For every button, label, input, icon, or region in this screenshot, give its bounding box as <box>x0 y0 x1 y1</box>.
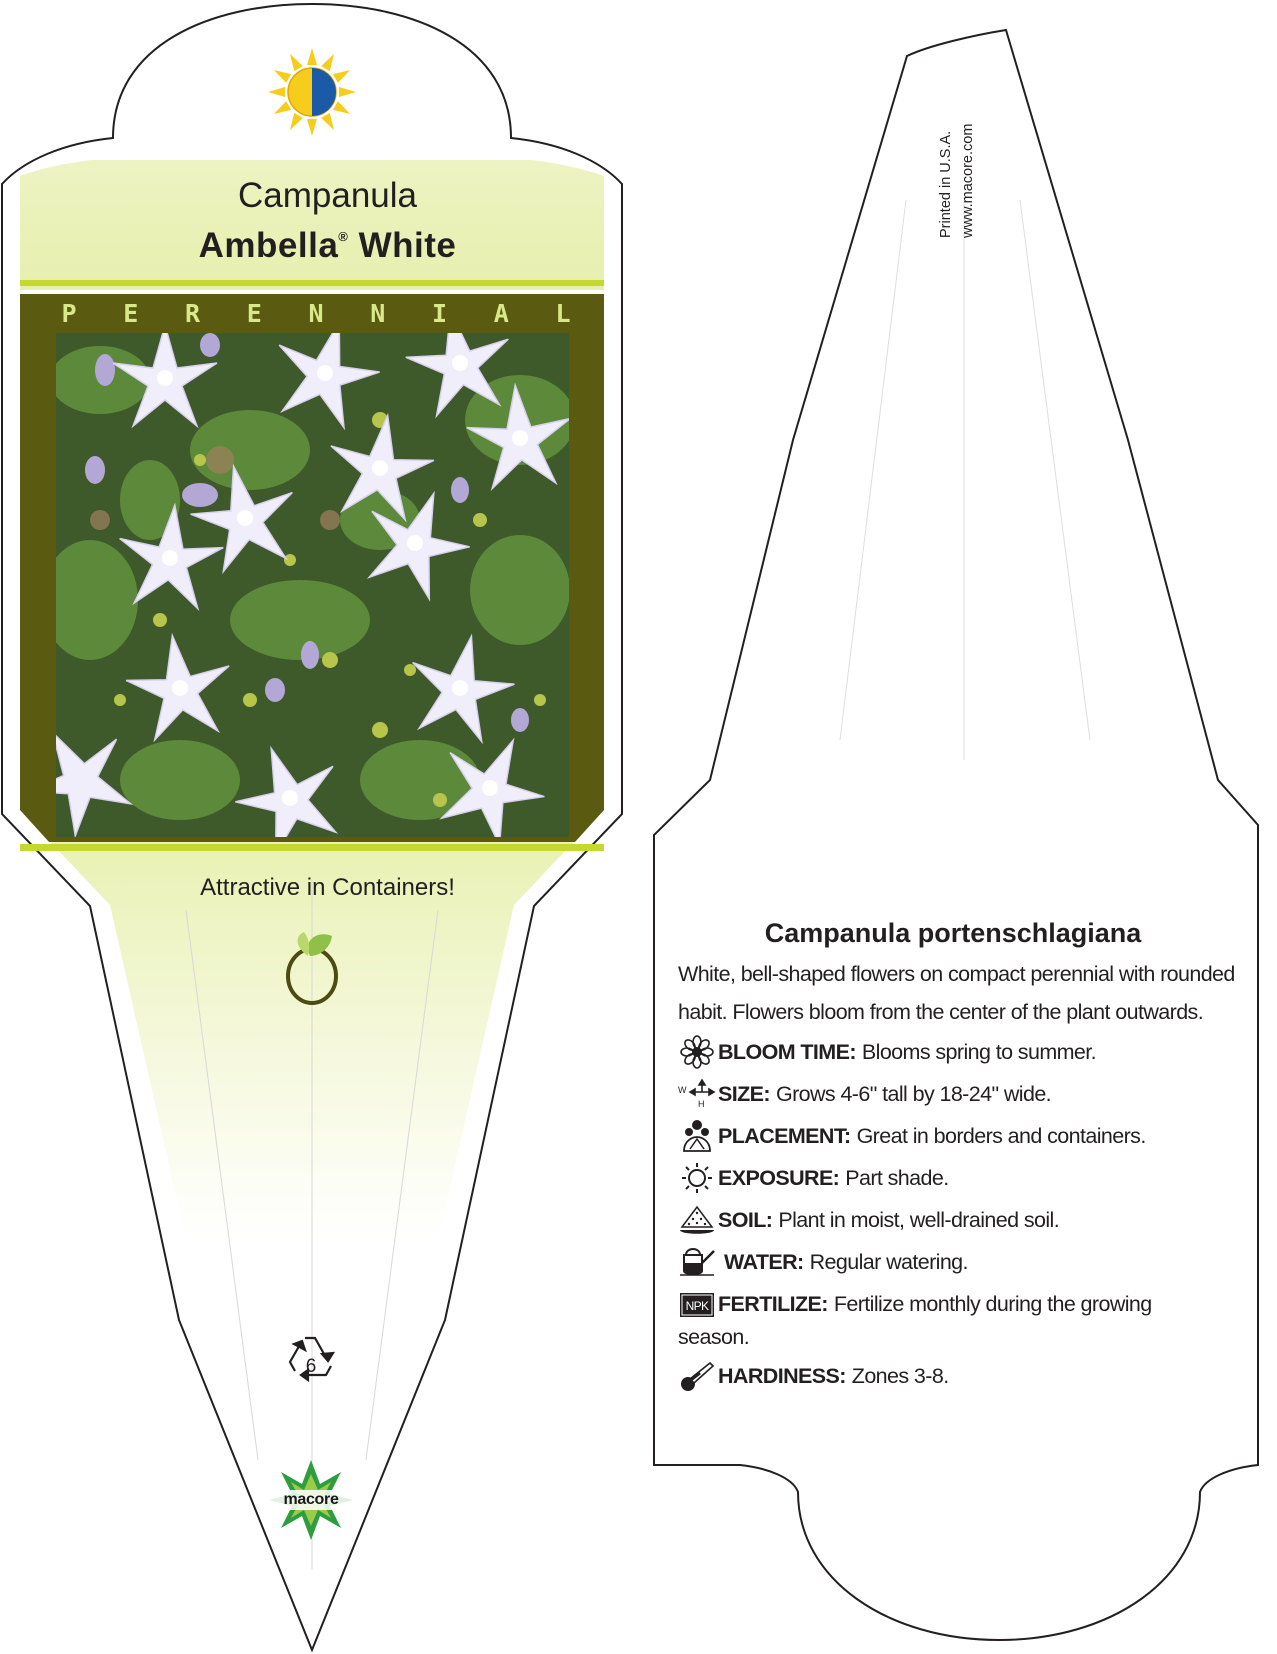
attribute-label: HARDINESS: <box>718 1364 846 1388</box>
back-tag-outline <box>654 30 1258 1640</box>
placement-icon <box>678 1119 718 1153</box>
attribute-fertilize-continuation: season. <box>678 1325 750 1349</box>
attribute-water <box>678 1241 1238 1283</box>
plant-type-letter: P <box>61 298 77 328</box>
attribute-value: Great in borders and containers. <box>856 1124 1146 1148</box>
attribute-label: SIZE: <box>718 1082 770 1106</box>
plant-description: White, bell-shaped flowers on compact perennial with rounded habit. Flowers bloom from the center of the plant outwards. <box>678 962 1235 1024</box>
brand-name: macore <box>283 1491 339 1508</box>
npk-icon <box>678 1287 718 1321</box>
tagline: Attractive in Containers! <box>200 874 455 901</box>
plant-type-letter: L <box>555 298 571 328</box>
cultivar-name: Ambella <box>198 226 339 265</box>
attribute-label: FERTILIZE: <box>718 1292 828 1316</box>
npk-text: NPK <box>685 1299 709 1313</box>
recycle-code: 6 <box>305 1356 317 1377</box>
attribute-size <box>678 1073 1238 1115</box>
plant-type-letter: E <box>123 298 139 328</box>
plant-type-letter: N <box>308 298 324 328</box>
attribute-bloom-time <box>678 1031 1238 1073</box>
thermometer-icon <box>678 1359 718 1393</box>
attribute-hardiness <box>678 1355 1238 1397</box>
plant-type-letter: N <box>370 298 386 328</box>
attribute-value: Fertilize monthly during the growing <box>833 1292 1152 1316</box>
size-icon <box>678 1077 718 1111</box>
attribute-value: Blooms spring to summer. <box>861 1040 1097 1064</box>
attribute-value: Plant in moist, well-drained soil. <box>778 1208 1060 1232</box>
plant-type-letter: E <box>246 298 262 328</box>
attribute-label: PLACEMENT: <box>718 1124 851 1148</box>
care-info <box>678 915 1238 1397</box>
cultivar-variety: White <box>358 226 457 265</box>
attribute-value: Zones 3-8. <box>851 1364 949 1388</box>
size-icon-w: W <box>678 1085 686 1095</box>
attribute-label: BLOOM TIME: <box>718 1040 856 1064</box>
attribute-value: Part shade. <box>845 1166 949 1190</box>
printed-in-line: Printed in U.S.A. <box>938 130 954 238</box>
attribute-value: Grows 4-6" tall by 18-24" wide. <box>775 1082 1052 1106</box>
attribute-label: SOIL: <box>718 1208 773 1232</box>
flower-icon <box>678 1035 718 1069</box>
registered-mark: ® <box>338 229 349 244</box>
soil-icon <box>678 1203 718 1237</box>
attribute-placement <box>678 1115 1238 1157</box>
sun-icon <box>678 1161 718 1195</box>
plant-type-letter: R <box>184 298 201 328</box>
watering-can-icon <box>678 1245 718 1279</box>
attribute-label: EXPOSURE: <box>718 1166 840 1190</box>
botanical-name: Campanula portenschlagiana <box>764 918 1142 948</box>
attribute-soil <box>678 1199 1238 1241</box>
plant-type-letter: I <box>431 298 448 328</box>
attribute-label: WATER: <box>724 1250 804 1274</box>
print-info <box>935 48 979 238</box>
website-line: www.macore.com <box>960 123 976 238</box>
plant-genus: Campanula <box>238 176 417 215</box>
attribute-exposure <box>678 1157 1238 1199</box>
plant-type-letter: A <box>493 298 509 328</box>
attribute-value: Regular watering. <box>809 1250 968 1274</box>
size-icon-h: H <box>698 1099 704 1109</box>
